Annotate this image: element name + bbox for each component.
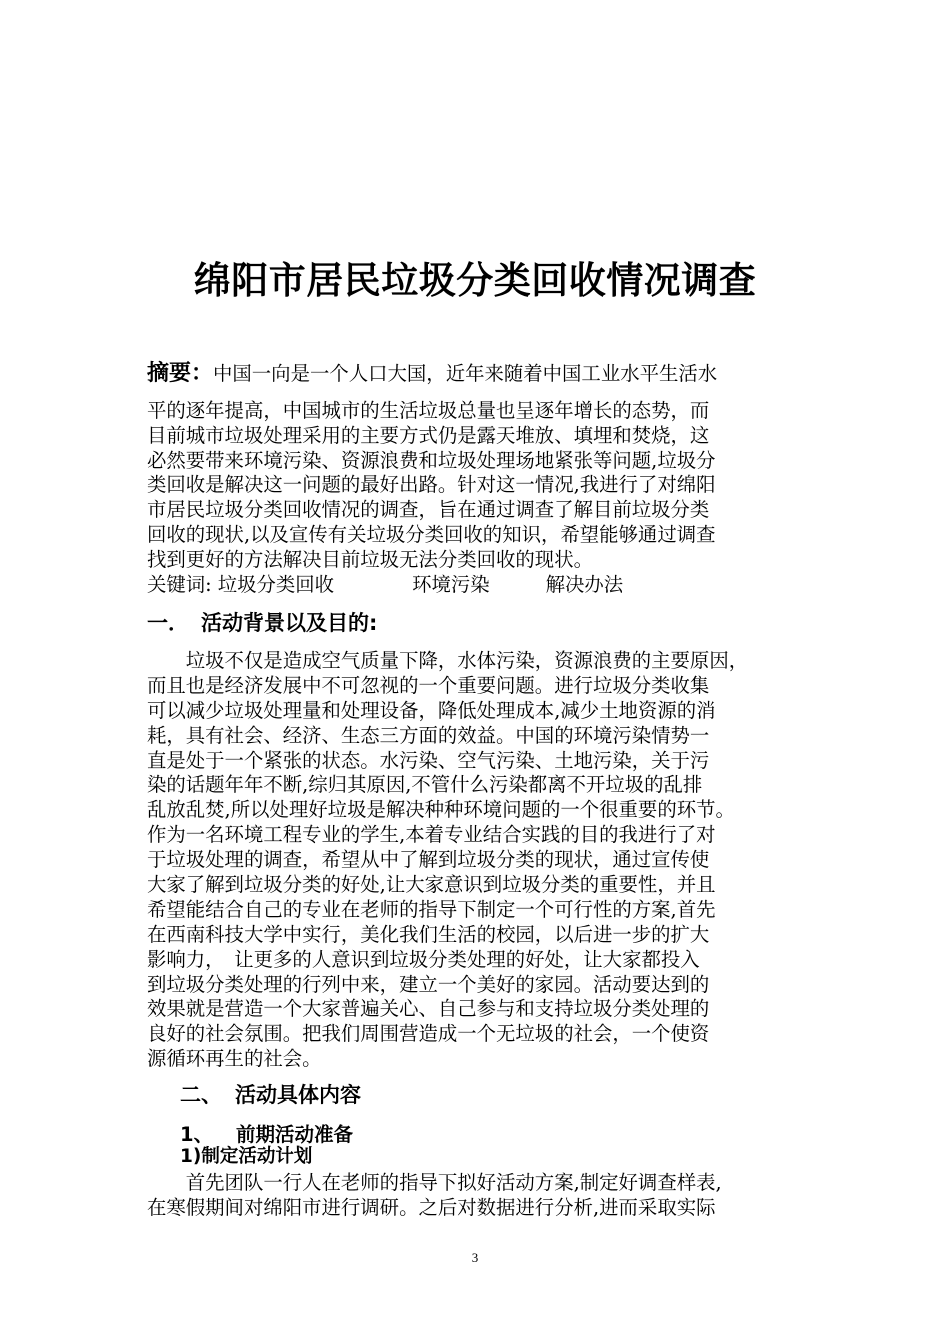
keywords-label: 关键词:	[147, 573, 212, 596]
abstract-text-line: 中国一向是一个人口大国，近年来随着中国工业水平生活水	[213, 362, 718, 385]
body-text-line: 到垃圾分类处理的行列中来，建立一个美好的家园。活动要达到的	[147, 972, 710, 996]
body-text-line: 于垃圾处理的调查，希望从中了解到垃圾分类的现状，通过宣传使	[147, 848, 710, 872]
body-text-line: 耗，具有社会、经济、生态三方面的效益。中国的环境污染情势一	[147, 723, 710, 747]
abstract-text-line: 回收的现状,以及宣传有关垃圾分类回收的知识，希望能够通过调查	[147, 522, 716, 546]
body-text-line: 良好的社会氛围。把我们周围营造成一个无垃圾的社会，一个使资	[147, 1022, 710, 1046]
section-body	[147, 649, 817, 1072]
keyword: 垃圾分类回收	[217, 573, 335, 596]
abstract-text-line: 类回收是解决这一问题的最好出路。针对这一情况,我进行了对绵阳	[147, 473, 716, 497]
abstract-text-line: 找到更好的方法解决目前垃圾无法分类回收的现状。	[147, 547, 593, 571]
section-heading	[147, 609, 377, 637]
keyword: 环境污染	[412, 573, 490, 596]
section-heading	[180, 1081, 361, 1109]
subsection-number: 1、	[180, 1123, 214, 1146]
section-title: 活动背景以及目的:	[201, 611, 378, 635]
body-text-line: 染的话题年年不断,综归其原因,不管什么污染都离不开垃圾的乱排	[147, 773, 703, 797]
section-number: 二、	[180, 1083, 222, 1107]
subsection-title: 前期活动准备	[236, 1123, 354, 1146]
body-text-line: 而且也是经济发展中不可忽视的一个重要问题。进行垃圾分类收集	[147, 673, 710, 697]
keyword: 解决办法	[545, 573, 624, 596]
body-text-line: 垃圾不仅是造成空气质量下降，水体污染，资源浪费的主要原因，	[147, 649, 749, 672]
body-text-line: 直是处于一个紧张的状态。水污染、空气污染、土地污染，关于污	[147, 748, 710, 772]
abstract-text-line: 平的逐年提高，中国城市的生活垃圾总量也呈逐年增长的态势，而	[147, 399, 710, 422]
abstract-first-line	[147, 360, 817, 387]
abstract-text-line: 市居民垃圾分类回收情况的调查，旨在通过调查了解目前垃圾分类	[147, 498, 710, 522]
body-text-line: 效果就是营造一个大家普遍关心、自己参与和支持垃圾分类处理的	[147, 997, 710, 1021]
abstract-label: 摘要：	[147, 361, 214, 386]
body-text-line: 乱放乱焚,所以处理好垃圾是解决种种环境问题的一个很重要的环节。	[147, 798, 735, 822]
abstract-text-line: 目前城市垃圾处理采用的主要方式仍是露天堆放、填埋和焚烧，这	[147, 423, 710, 447]
body-text-line: 可以减少垃圾处理量和处理设备，降低处理成本,减少土地资源的消	[147, 698, 716, 722]
keywords-line	[147, 572, 817, 597]
body-text-line: 源循环再生的社会。	[147, 1047, 322, 1071]
body-text-line: 在西南科技大学中实行，美化我们生活的校园，以后进一步的扩大	[147, 922, 710, 946]
abstract-body	[147, 399, 817, 573]
section-title: 活动具体内容	[235, 1083, 361, 1107]
abstract-text-line: 必然要带来环境污染、资源浪费和垃圾处理场地紧张等问题,垃圾分	[147, 448, 716, 472]
body-text-line: 大家了解到垃圾分类的好处,让大家意识到垃圾分类的重要性，并且	[147, 873, 716, 897]
body-text-line: 在寒假期间对绵阳市进行调研。之后对数据进行分析,进而采取实际	[147, 1195, 716, 1219]
section-number: 一．	[147, 611, 189, 635]
document-title: 绵阳市居民垃圾分类回收情况调查	[193, 259, 757, 302]
body-text-line: 希望能结合自己的专业在老师的指导下制定一个可行性的方案,首先	[147, 897, 716, 921]
body-text-line: 首先团队一行人在老师的指导下拟好活动方案,制定好调查样表,	[147, 1171, 722, 1194]
body-text-line: 影响力， 让更多的人意识到垃圾分类处理的好处，让大家都投入	[147, 947, 700, 971]
body-text-line: 作为一名环境工程专业的学生,本着专业结合实践的目的我进行了对	[147, 823, 716, 847]
subsubsection-heading: 1)制定活动计划	[180, 1146, 313, 1167]
page-number: 3	[471, 1250, 479, 1265]
section-body	[147, 1171, 817, 1221]
